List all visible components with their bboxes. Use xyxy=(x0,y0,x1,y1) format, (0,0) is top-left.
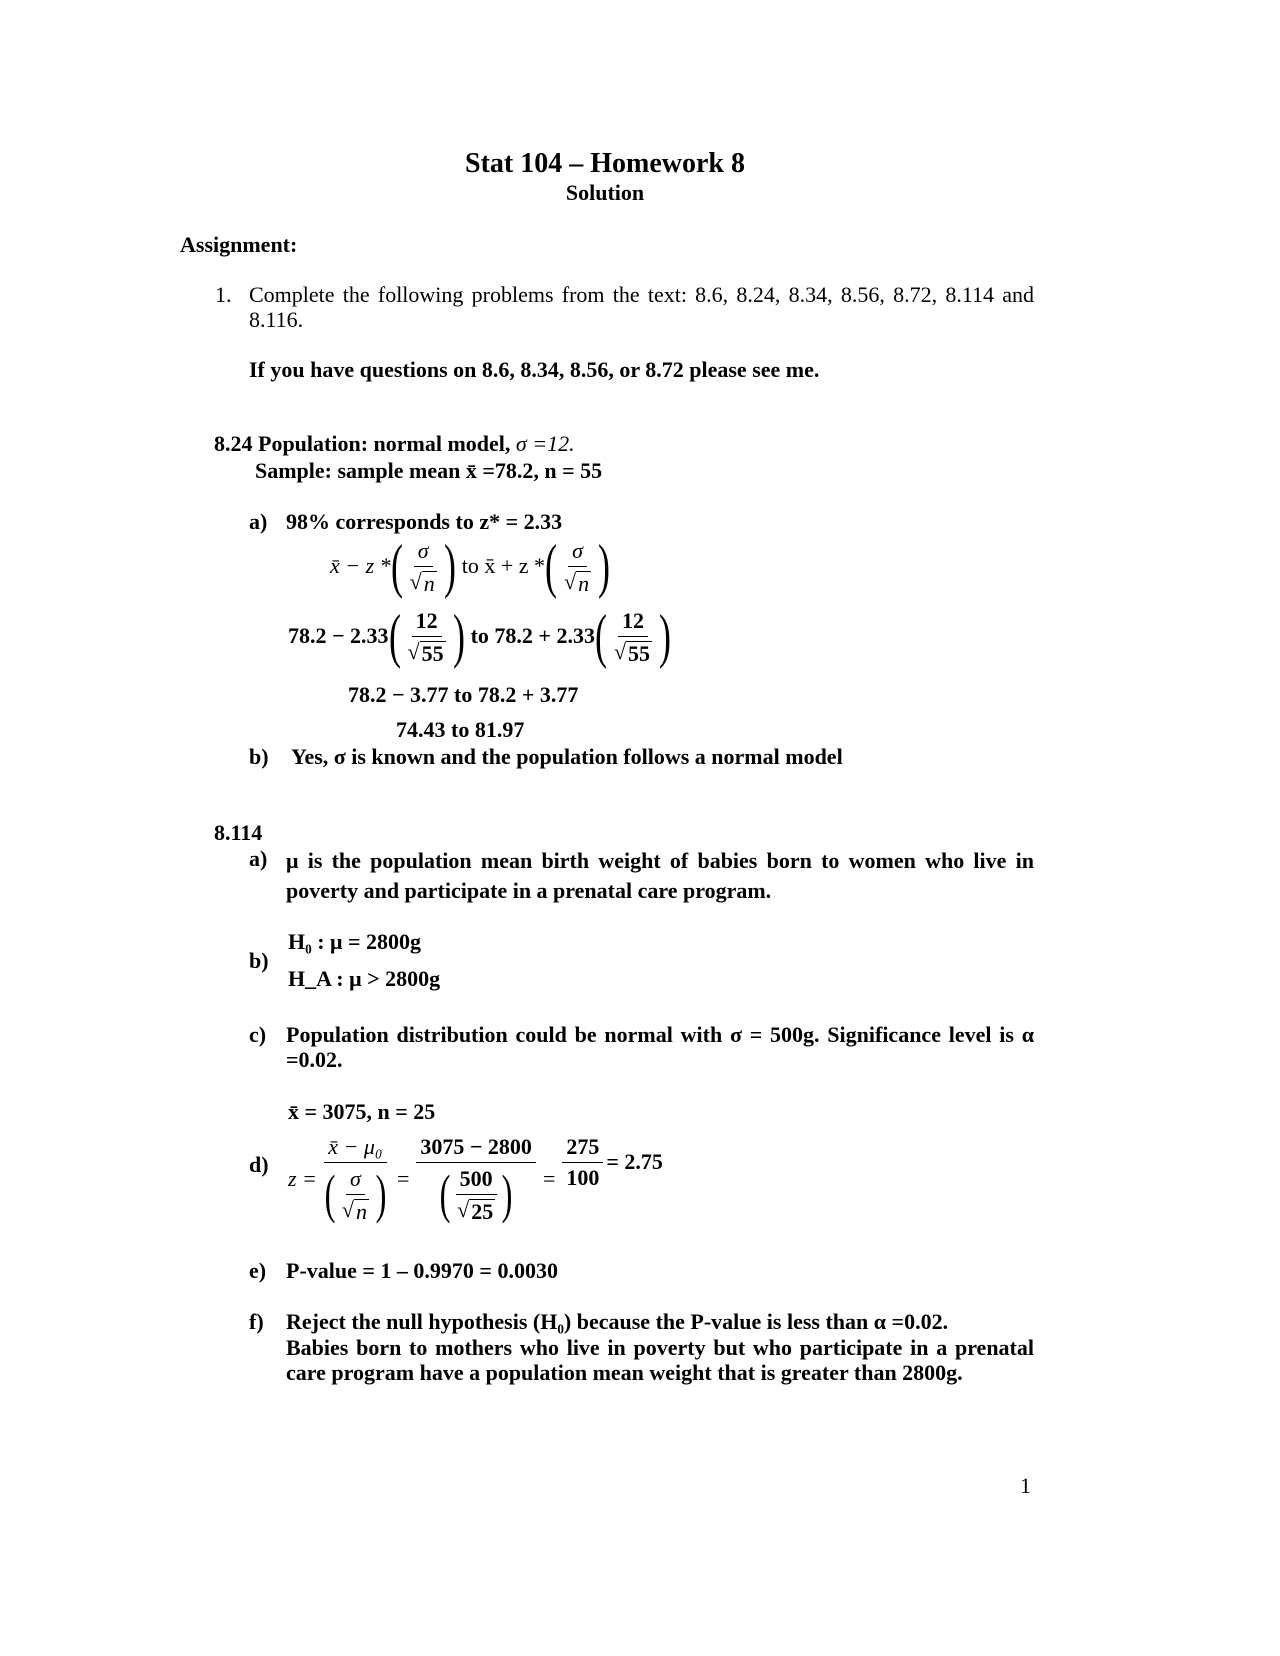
p8114-a-text: μ is the population mean birth weight of babies born to women who live in poverty and participate in a prenatal care program. xyxy=(286,848,1034,903)
page-subtitle: Solution xyxy=(565,180,645,205)
p8114-c-text: Population distribution could be normal with σ = 500g. Significance level is α =0.02. xyxy=(286,1022,1034,1072)
p824-a-text: 98% corresponds to z* = 2.33 xyxy=(286,509,563,534)
p8114-heading: 8.114 xyxy=(214,820,263,845)
p824-line1: 8.24 Population: normal model, σ =12. xyxy=(214,431,575,456)
p8114-e-text: P-value = 1 – 0.9970 = 0.0030 xyxy=(286,1258,558,1283)
assignment-label: Assignment: xyxy=(180,232,298,257)
assignment-item-number: 1. xyxy=(215,282,232,307)
p8114-e-label: e) xyxy=(249,1258,267,1283)
ci-formula: x̄ − z * ( σ √ n ) to x̄ + z * ( σ √ n ) xyxy=(330,533,611,599)
p8114-c-label: c) xyxy=(249,1022,267,1047)
z-statistic-formula: z = x̄ − μ₀ ( σ √ n ) = 3075 − 2800 ( 500 √ 25 ) = $\frac{275}{100}$ = 2.75 xyxy=(288,1134,663,1224)
page-title: Stat 104 – Homework 8 xyxy=(465,148,745,179)
page-number: 1 xyxy=(1020,1473,1031,1498)
p8114-f-text1: Reject the null hypothesis (H₀) because the P-value is less than α =0.02. xyxy=(286,1309,949,1334)
ha-hypothesis: H_A : μ > 2800g xyxy=(288,966,441,991)
n-value: n = 55 xyxy=(544,458,603,483)
p8114-b-label: b) xyxy=(249,948,269,973)
ci-step4: 74.43 to 81.97 xyxy=(396,717,525,742)
p8114-a-label: a) xyxy=(249,846,268,871)
p824-b-label: b) xyxy=(249,744,269,769)
p824-b-text: Yes, σ is known and the population follows a normal model xyxy=(291,744,843,769)
assignment-item-text: Complete the following problems from the text: 8.6, 8.24, 8.34, 8.56, 8.72, 8.114 and 8.116. xyxy=(249,282,1034,332)
sigma-value: σ =12. xyxy=(515,431,575,456)
assignment-note: If you have questions on 8.6, 8.34, 8.56, or 8.72 please see me. xyxy=(249,357,820,382)
xbar-value: x̄ =78.2, xyxy=(465,458,539,483)
p824-line2: Sample: sample mean x̄ =78.2, n = 55 xyxy=(255,458,603,483)
ci-step3: 78.2 − 3.77 to 78.2 + 3.77 xyxy=(348,682,579,707)
p824-a-label: a) xyxy=(249,509,268,534)
p8114-f-label: f) xyxy=(249,1309,264,1334)
h0-hypothesis: H₀ : μ = 2800g xyxy=(288,929,422,954)
ci-substitution: 78.2 − 2.33 ( 12 √ 55 ) to 78.2 + 2.33 ( 12 √ 55 ) xyxy=(288,603,672,669)
p8114-f-text2: Babies born to mothers who live in poverty but who participate in a prenatal care program have a population mean weight that is greater than 2800g. xyxy=(286,1335,1034,1385)
xbar-n-line: x̄ = 3075, n = 25 xyxy=(288,1099,436,1124)
p8114-d-label: d) xyxy=(249,1152,269,1177)
